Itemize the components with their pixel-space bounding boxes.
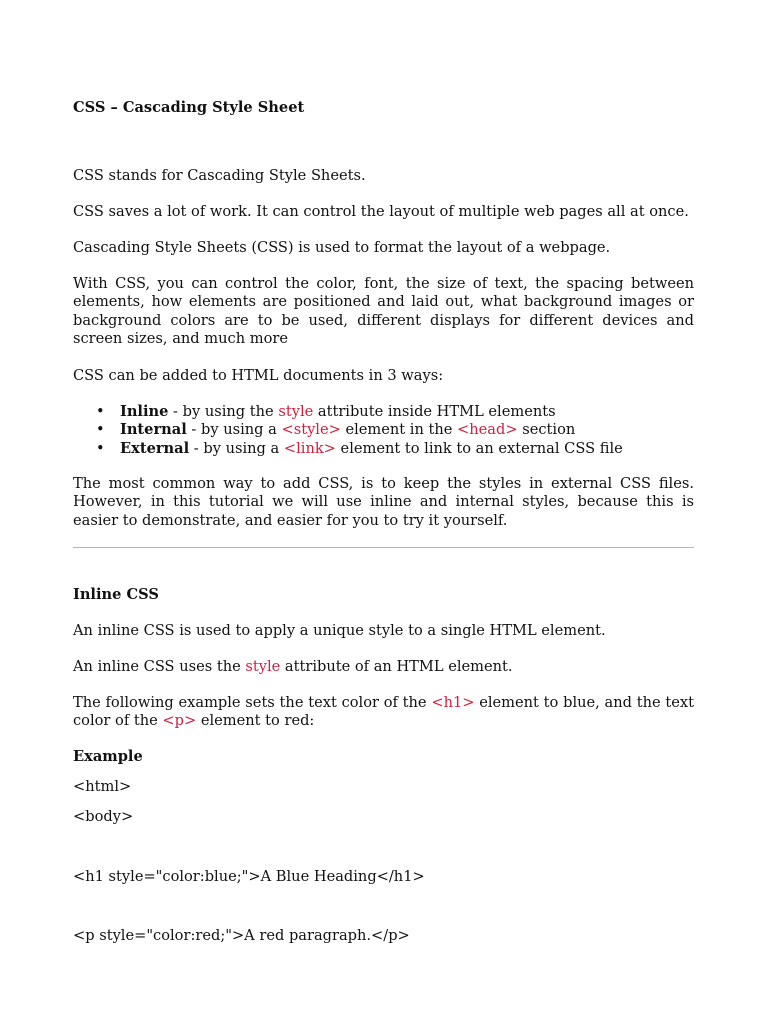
code-line-p: <p style="color:red;">A red paragraph.</p> (73, 927, 410, 944)
bullet-icon: • (96, 421, 105, 439)
code-term: <head> (457, 421, 518, 439)
intro-paragraph-2: CSS saves a lot of work. It can control the layout of multiple web pages all at once. (73, 203, 689, 220)
code-term: <style> (281, 421, 341, 439)
section-divider (73, 547, 694, 548)
example-label: Example (73, 748, 143, 765)
intro-paragraph-1: CSS stands for Cascading Style Sheets. (73, 167, 366, 184)
code-line-body: <body> (73, 808, 134, 825)
bullet-icon: • (96, 439, 105, 457)
document-title: CSS – Cascading Style Sheet (73, 99, 305, 116)
inline-paragraph-3: The following example sets the text color of the <h1> element to blue, and the text color of the <p> element to red: (73, 694, 695, 730)
intro-paragraph-3: Cascading Style Sheets (CSS) is used to format the layout of a webpage. (73, 239, 611, 256)
inline-css-heading: Inline CSS (73, 586, 159, 603)
way-name: External (120, 439, 190, 457)
way-name: Internal (120, 421, 187, 439)
list-item: • Internal - by using a <style> element in the <head> section (96, 421, 576, 439)
list-item: • External - by using a <link> element to link to an external CSS file (96, 439, 623, 457)
list-item: • Inline - by using the style attribute inside HTML elements (96, 403, 556, 420)
inline-paragraph-1: An inline CSS is used to apply a unique style to a single HTML element. (73, 622, 606, 639)
code-term: <link> (283, 439, 336, 457)
way-name: Inline (120, 403, 169, 420)
intro-paragraph-4: With CSS, you can control the color, font, the size of text, the spacing between elements, how elements are positioned and laid out, what background images or background colors are to be used, different displays for different devices and screen sizes, and much more (73, 275, 694, 348)
code-term: style (245, 658, 281, 675)
bullet-icon: • (96, 403, 105, 420)
code-term: <p> (162, 712, 197, 730)
ways-list (73, 403, 694, 458)
code-line-html: <html> (73, 778, 132, 795)
code-line-h1: <h1 style="color:blue;">A Blue Heading</h1> (73, 868, 425, 885)
summary-paragraph: The most common way to add CSS, is to keep the styles in external CSS files. However, in this tutorial we will use inline and internal styles, because this is easier to demonstrate, and easier for you to try it yourself. (73, 475, 694, 529)
intro-paragraph-5: CSS can be added to HTML documents in 3 ways: (73, 367, 444, 384)
code-term: style (278, 403, 314, 420)
inline-paragraph-2: An inline CSS uses the style attribute of an HTML element. (73, 658, 513, 675)
code-term: <h1> (431, 694, 475, 711)
